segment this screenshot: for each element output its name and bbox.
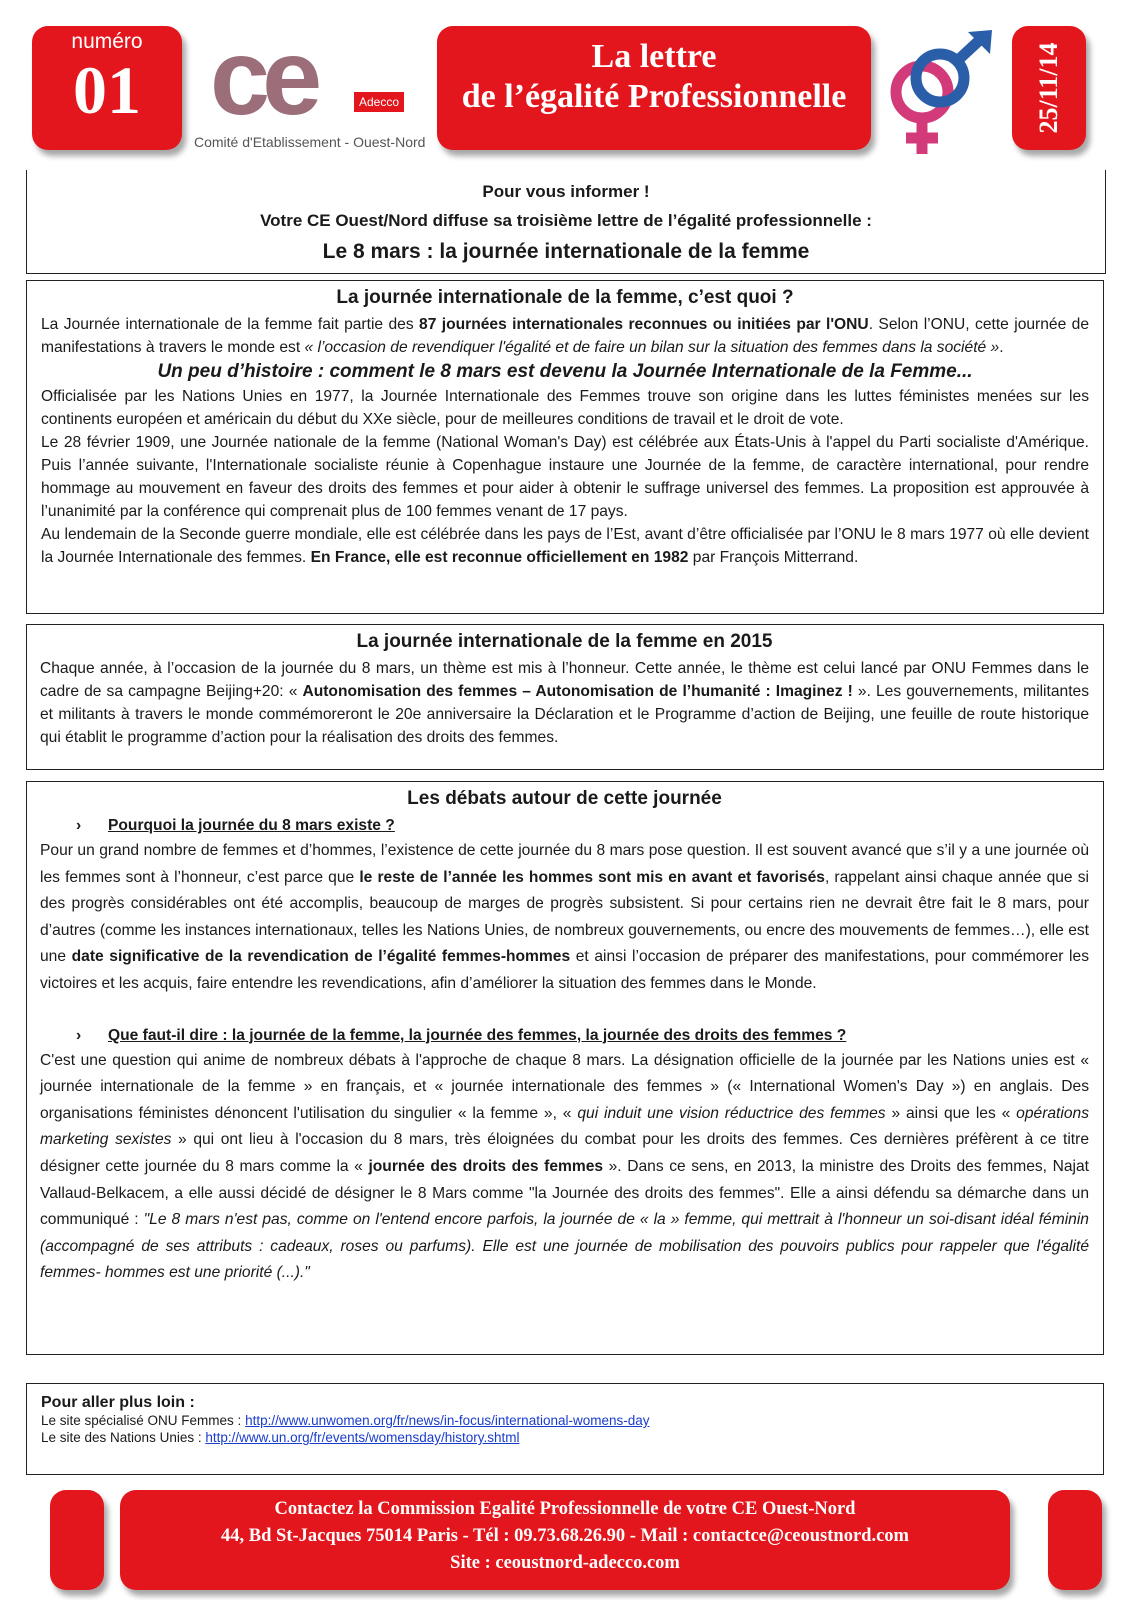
section-subheading: Un peu d’histoire : comment le 8 mars est devenu la Journée Internationale de la Femme... [157, 361, 973, 382]
section-debates [26, 781, 1104, 1355]
footer-contact [120, 1490, 1010, 1590]
issue-number-value: 01 [73, 52, 141, 128]
footer-line-1: Contactez la Commission Egalité Professionnelle de votre CE Ouest-Nord [274, 1499, 856, 1519]
paragraph: Pour un grand nombre de femmes et d’hommes, l’existence de cette journée du 8 mars pose question. Il est souvent avancé que s’il y a une journée où les femmes sont à l’honneur, c’est parce que le reste de l’année les hommes sont mis en avant et favorisés, rappelant ainsi chaque année que si des progrès considérables ont été accomplis, beaucoup de marges de progrès subsistent. Si pour certains rien ne devrait être fait le 8 mars, pour d’autres (comme les instances internationaux, telles les Nations Unies, de nombreux gouvernements, ou encre des mouvements de femmes…), elle est une date significative de la revendication de l’égalité femmes-hommes et ainsi l’occasion de préparer des manifestations, pour commémorer les victoires et les acquis, faire entendre les revendications, afin d’améliorer la situation des femmes dans le Monde. [40, 842, 1089, 992]
title-line-1: La lettre [591, 38, 717, 75]
issue-date-badge [1012, 26, 1086, 150]
bullet-icon: › [76, 817, 82, 834]
intro-line-1: Pour vous informer ! [482, 182, 650, 201]
section-heading: La journée internationale de la femme en 2015 [356, 631, 773, 652]
footer-line-2: 44, Bd St-Jacques 75014 Paris - Tél : 09.73.68.26.90 - Mail : contactce@ceoustnord.com [221, 1526, 909, 1546]
gender-symbols-icon [876, 30, 1004, 158]
newsletter-title [437, 26, 871, 150]
section-what-is-it [26, 280, 1104, 614]
bullet-icon: › [76, 1026, 82, 1044]
paragraph: Officialisée par les Nations Unies en 1977, la Journée Internationale des Femmes trouve son origine dans les luttes féministes menées sur les continents européen et américain du début du XXe siècle, pour de meilleures conditions de travail et le droit de vote. [41, 388, 1089, 428]
footer-left-tab [50, 1490, 104, 1590]
section-heading: La journée internationale de la femme, c’est quoi ? [336, 287, 794, 308]
question-heading: › Que faut-il dire : la journée de la femme, la journée des femmes, la journée des droits des femmes ? [40, 1024, 1089, 1048]
section-2015 [26, 624, 1104, 770]
intro-headline: Le 8 mars : la journée internationale de la femme [322, 240, 810, 263]
paragraph: Le 28 février 1909, une Journée nationale de la femme (National Woman's Day) est célébrée aux États-Unis à l'appel du Parti socialiste d'Amérique. Puis l’année suivante, l'Internationale socialiste réunie à Copenhague instaure une Journée de la femme, de caractère international, pour rendre hommage au mouvement en faveur des droits des femmes et pour aider à obtenir le suffrage universel des femmes. La proposition est approuvée à l’unanimité par la conférence qui comprenait plus de 100 femmes venant de 17 pays. [41, 434, 1089, 520]
issue-date: 25/11/14 [1034, 42, 1063, 134]
intro-line-2: Votre CE Ouest/Nord diffuse sa troisième lettre de l’égalité professionnelle : [260, 211, 872, 230]
ce-logo [194, 16, 430, 155]
un-link[interactable]: http://www.un.org/fr/events/womensday/history.shtml [205, 1430, 520, 1445]
footer-line-3: Site : ceoustnord-adecco.com [450, 1553, 680, 1573]
issue-number-badge [32, 26, 182, 150]
logo-mark: ce [210, 16, 315, 137]
logo-subtitle: Comité d'Etablissement - Ouest-Nord [194, 134, 426, 150]
title-line-2: de l’égalité Professionnelle [461, 78, 847, 115]
paragraph: Chaque année, à l’occasion de la journée du 8 mars, un thème est mis à l’honneur. Cette année, le thème est celui lancé par ONU Femmes dans le cadre de sa campagne Beijing+20: « Autonomisation des femmes – Autonomisation de l’humanité : Imaginez ! ». Les gouvernements, militantes et militants à travers le monde commémoreront le 20e anniversaire la Déclaration et le Programme d’action de Beijing, une feuille de route historique qui établit le programme d’action pour la réalisation des droits des femmes. [40, 660, 1090, 746]
paragraph: Au lendemain de la Seconde guerre mondiale, elle est célébrée dans les pays de l’Est, avant d’être officialisée par l’ONU le 8 mars 1977 où elle devient la Journée Internationale des femmes. En France, elle est reconnue officiellement en 1982 par François Mitterrand. [41, 526, 1089, 566]
footer-right-tab [1048, 1490, 1102, 1590]
paragraph: La Journée internationale de la femme fait partie des 87 journées internationales reconnues ou initiées par l'ONU. Selon l’ONU, cette journée de manifestations à travers le monde est « l’occasion de revendiquer l'égalité et de faire un bilan sur la situation des femmes dans la société ». [41, 316, 1090, 356]
issue-number-label: numéro [71, 30, 143, 53]
section-heading: Les débats autour de cette journée [407, 788, 722, 809]
logo-tag: Adecco [354, 92, 404, 112]
unwomen-link[interactable]: http://www.unwomen.org/fr/news/in-focus/international-womens-day [245, 1413, 650, 1428]
paragraph: C'est une question qui anime de nombreux débats à l'approche de chaque 8 mars. La désignation officielle de la journée par les Nations unies est « journée internationale de la femme » en français, et « journée internationale des femmes » (« International Women's Day ») en anglais. Des organisations féministes dénoncent l'utilisation du singulier « la femme », « qui induit une vision réductrice des femmes » ainsi que les « opérations marketing sexistes » qui ont lieu à l'occasion du 8 mars, très éloignées du combat pour les droits des femmes. Ces dernières préfèrent à ce titre désigner cette journée du 8 mars comme la « journée des droits des femmes ». Dans ce sens, en 2013, la ministre des Droits des femmes, Najat Vallaud-Belkacem, a elle aussi décidé de désigner le 8 Mars comme "la Journée des droits des femmes". Elle a ainsi défendu sa démarche dans un communiqué : "Le 8 mars n'est pas, comme on l'entend encore parfois, la journée de « la » femme, qui mettrait à l'honneur un soi-disant idéal féminin (accompagné de ses attributs : cadeaux, roses ou parfums). Elle est une journée de mobilisation des pouvoirs publics pour rappeler que l'égalité femmes- hommes est une priorité (...)." [40, 1051, 1089, 1282]
question-heading: › Pourquoi la journée du 8 mars existe ? [40, 814, 1089, 838]
link-row: Le site des Nations Unies : http://www.un.org/fr/events/womensday/history.shtml [41, 1430, 520, 1445]
intro-box [26, 170, 1106, 274]
further-reading-box [26, 1383, 1104, 1475]
link-row: Le site spécialisé ONU Femmes : http://www.unwomen.org/fr/news/in-focus/international-womens-day [41, 1413, 650, 1428]
further-reading-heading: Pour aller plus loin : [41, 1394, 195, 1411]
